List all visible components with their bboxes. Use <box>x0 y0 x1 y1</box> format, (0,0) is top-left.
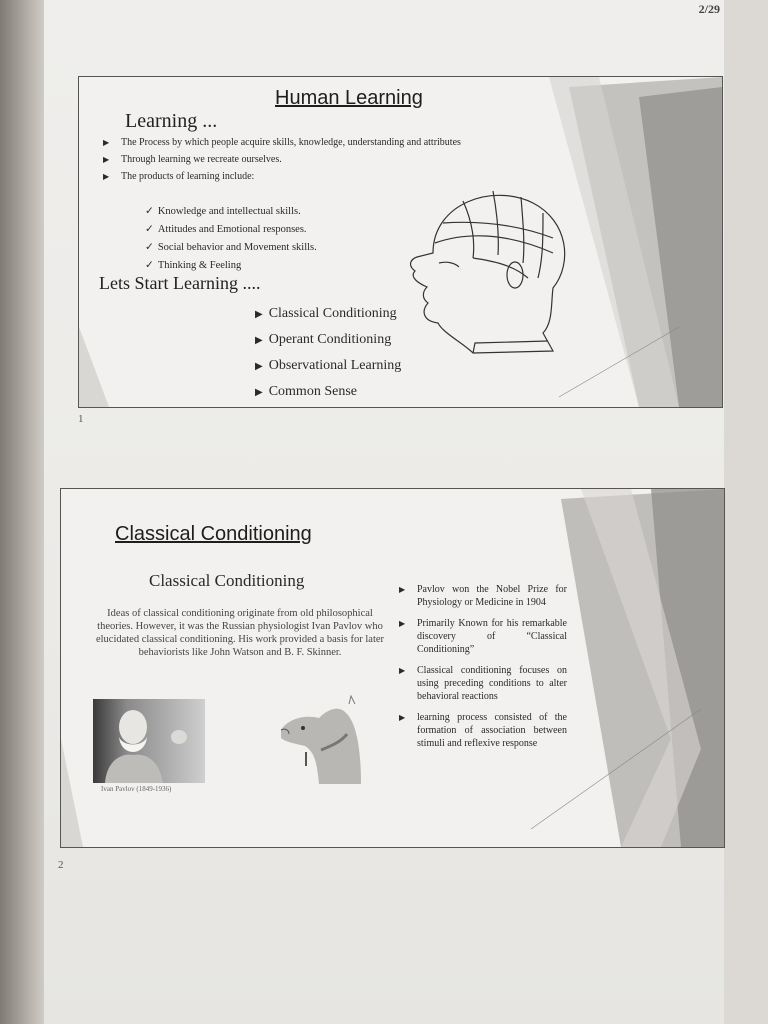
slide-title: Human Learning <box>275 87 423 109</box>
right-triangle-icon: ▶ <box>103 138 110 147</box>
list-item: ✓ Knowledge and intellectual skills. <box>145 206 301 217</box>
section-heading: Learning ... <box>125 110 218 132</box>
slide-number: 1 <box>78 413 84 425</box>
right-triangle-icon: ▶ <box>399 585 406 594</box>
list-item: ✓ Thinking & Feeling <box>145 260 242 271</box>
slide-classical-conditioning <box>60 488 725 848</box>
portrait-caption: Ivan Pavlov (1849-1936) <box>101 785 172 793</box>
learning-bullets <box>101 137 501 188</box>
right-triangle-icon: ▶ <box>255 309 263 320</box>
list-item: ▶ learning process consisted of the formation of association between stimuli and reflexive response <box>399 712 567 749</box>
topics-list <box>255 301 401 405</box>
right-triangle-icon: ▶ <box>103 172 110 181</box>
section-heading-2: Lets Start Learning .... <box>99 273 261 293</box>
list-item: ▶ Operant Conditioning <box>255 332 392 347</box>
right-triangle-icon: ▶ <box>399 666 406 675</box>
pavlov-facts-list <box>399 583 567 758</box>
list-item: ▶ Common Sense <box>255 384 357 399</box>
list-item: ▶ The products of learning include: <box>103 171 255 182</box>
right-triangle-icon: ▶ <box>255 387 263 398</box>
right-triangle-icon: ▶ <box>103 155 110 164</box>
list-item: ▶ The Process by which people acquire skills, knowledge, understanding and attributes <box>103 137 461 148</box>
check-icon: ✓ <box>145 260 154 271</box>
page-mark: 2/29 <box>698 2 720 16</box>
intro-paragraph: Ideas of classical conditioning originate from old philosophical theories. However, it was the Russian physiologist Ivan Pavlov who elucidated classical conditioning. His work provided a basis for later behaviorists like John Watson and B. F. Skinner. <box>95 608 385 658</box>
list-item: ✓ Attitudes and Emotional responses. <box>145 224 307 235</box>
products-list <box>145 203 317 275</box>
check-icon: ✓ <box>145 242 154 253</box>
photo-left-edge <box>0 0 44 1024</box>
slide-human-learning <box>78 76 723 408</box>
list-item: ▶ Pavlov won the Nobel Prize for Physiology or Medicine in 1904 <box>399 584 567 608</box>
slide-subtitle: Classical Conditioning <box>149 571 305 590</box>
list-item: ▶ Classical conditioning focuses on using preceding conditions to alter behavioral reactions <box>399 665 567 702</box>
check-icon: ✓ <box>145 206 154 217</box>
slide-title: Classical Conditioning <box>115 523 312 545</box>
pavlov-portrait-photo <box>93 699 205 783</box>
check-icon: ✓ <box>145 224 154 235</box>
list-item: ▶ Primarily Known for his remarkable discovery of “Classical Conditioning” <box>399 618 567 655</box>
slide-number: 2 <box>58 859 64 871</box>
list-item: ✓ Social behavior and Movement skills. <box>145 242 317 253</box>
dog-illustration <box>275 694 371 784</box>
list-item: ▶ Classical Conditioning <box>255 306 397 321</box>
right-triangle-icon: ▶ <box>399 619 406 628</box>
list-item: ▶ Observational Learning <box>255 358 402 373</box>
right-triangle-icon: ▶ <box>255 361 263 372</box>
photo-right-edge <box>724 0 768 1024</box>
list-item: ▶ Through learning we recreate ourselves. <box>103 154 282 165</box>
right-triangle-icon: ▶ <box>399 713 406 722</box>
phrenology-head-illustration <box>403 183 573 361</box>
right-triangle-icon: ▶ <box>255 335 263 346</box>
